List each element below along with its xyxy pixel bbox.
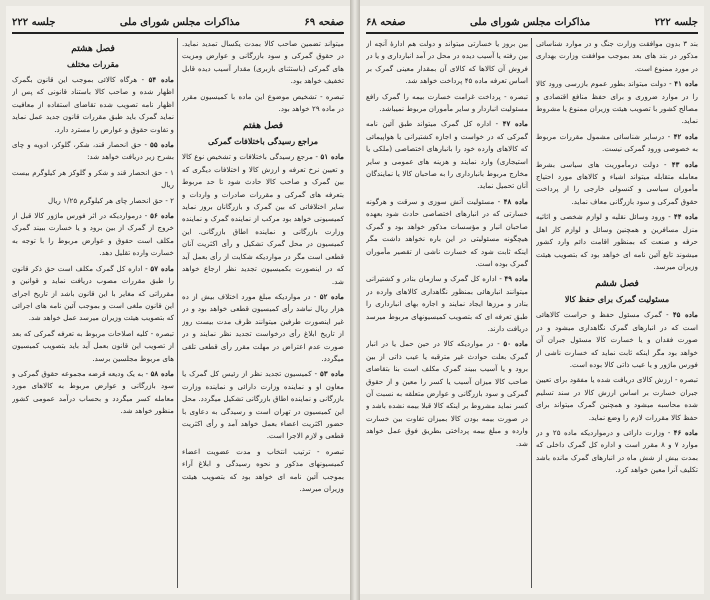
column-divider	[531, 38, 532, 588]
book-gutter	[350, 0, 360, 600]
article-paragraph	[536, 211, 698, 273]
page-right	[360, 6, 704, 594]
article-label: ماده ۴۸	[503, 196, 528, 206]
header-page-number: صفحه ۶۹	[304, 16, 344, 28]
article-paragraph	[12, 139, 174, 164]
paragraph-text: - به یک ودیعه قرضه مجموعه حقوق گمرکی و سود بازرگانی و عوارض مربوط به کالاهای مورد معامله کسر میگردد و بحساب درآمد عمومی کشور منظور خواهد شد.	[12, 368, 174, 416]
paragraph-text: - ورود وسائل نقلیه و لوازم شخصی و اثاثیه منزل مسافرین و همچنین وسائل و لوازم کار اهل حرفه و صنعت که بمنظور اقامت دائم وارد کشور میشوند تابع آئین نامه ای خواهد بود که بتصویب هیئت وزیران میرسد.	[536, 212, 698, 271]
column-left	[366, 38, 528, 588]
paragraph-text: تبصره - پرداخت غرامت خسارت بیمه را گمرک رافع مسئولیت انباردار و سایر مأموران مربوط نمیباشد.	[366, 91, 528, 114]
article-paragraph	[536, 427, 698, 477]
article-label: ماده ۴۳	[671, 159, 698, 169]
chapter-subtitle: مراجع رسیدگی باختلافات گمرکی	[207, 136, 319, 147]
article-paragraph	[366, 273, 528, 335]
paragraph-text: تبصره - ارزش کالای دریافت شده یا مفقود برای تعیین جبران خسارت بر اساس ارزش کالا در سند تسلیم شده محاسبه میشود و همچنین گمرک میتواند برای حفظ کالا مقررات لازم را وضع نماید.	[536, 375, 698, 422]
article-paragraph	[12, 210, 174, 260]
article-paragraph	[536, 159, 698, 209]
article-label: ماده ۴۲	[673, 131, 698, 141]
paragraph-text: - وزارت دارائی و درمواردیکه ماده ۲۵ و در موارد ۷ و ۸ مقرر است و اداره کل گمرک داخلی که بمدت بیش از شش ماه در انبارهای گمرک مانده باشد تکلیف آنرا معین خواهد کرد.	[536, 427, 698, 475]
article-label: ماده ۵۰	[503, 339, 528, 349]
text-paragraph	[536, 374, 698, 424]
text-paragraph	[12, 167, 174, 192]
paragraph-text: تبصره - کلیه اصلاحات مربوط به تعرفه گمرکی که بعد از تصویب این قانون بعمل آید باید بتصویب کمیسیون های مربوط مجلسین برسد.	[12, 328, 174, 363]
article-paragraph	[12, 368, 174, 418]
text-paragraph	[182, 446, 344, 496]
chapter-title: فصل ششم	[595, 279, 639, 290]
header-title: مذاکرات مجلس شورای ملی	[470, 16, 591, 28]
header-session: جلسه ۲۲۲	[12, 16, 56, 28]
page-header-right	[366, 12, 698, 34]
paragraph-text: - کمیسیون تجدید نظر از رئیس کل گمرک یا معاون او و نماینده وزارت دارائی و نماینده وزارت بازرگانی و نماینده اطاق بازرگانی تشکیل میگردد. محل این کمیسیون در تهران است و رسیدگی به دعاوی با حضور اکثریت اعضاء بعمل خواهد آمد و رأی اکثریت قطعی و لازم الاجرا است.	[182, 369, 344, 441]
paragraph-text: - در مواردیکه مبلغ مورد اختلاف بیش از ده هزار ریال نباشد رأی کمیسیون قطعی خواهد بود و در غیر اینصورت طرفین میتوانند ظرف مدت بیست روز از تاریخ ابلاغ رأی درخواست تجدید نظر نمایند و در صورت عدم اعتراض در مهلت مقرر رأی قطعی تلقی میگردد.	[182, 291, 344, 363]
paragraph-text: - مرجع رسیدگی باختلافات و تشخیص نوع کالا و تعیین نرخ تعرفه و ارزش کالا و اختلافات دیگری که بین گمرک و صاحب کالا حادث شود تا حد مربوط بتعرفه های گمرکی و مقررات صادرات و واردات و سایر اختلافاتی که بین گمرک و بازرگانان بروز نماید کمیسیونی خواهد بود مرکب از نماینده گمرک و نماینده وزارت بازرگانی و نماینده اطاق بازرگانی. این کمیسیون در محل گمرک تشکیل و رأی اکثریت آنان قطعی است مگر در مواردیکه شکایت از رأی بعمل آید که در اینصورت بکمیسیون تجدید نظر ارجاع خواهد شد.	[182, 152, 344, 286]
paragraph-text: - اداره کل گمرک میتواند طبق آئین نامه گمرکی که در خواست و اجازه کشتیرانی یا هواپیمائی که کالاهای وارده خود را بانبارهای اختصاصی (ملکی یا استیجاری) وارد نمایند و هزینه های عمومی و سایر مخارج مربوط بانبارداری را به صاحبان کالا یا نمایندگان آنان تحمیل نماید.	[366, 119, 528, 191]
column-divider	[177, 38, 178, 588]
article-label: ماده ۵۶	[150, 211, 174, 221]
article-label: ماده ۴۶	[673, 427, 698, 437]
article-label: ماده ۴۴	[673, 212, 698, 222]
paragraph-text: - گمرک مسئول حفظ و حراست کالاهائی است که در انبارهای گمرک نگاهداری میشود و در صورت فقدان و یا خسارت کالا مسئول جبران آن خواهد بود مگر اینکه ثابت نماید که خسارت ناشی از فورس ماژور و یا عیب ذاتی کالا بوده است.	[536, 310, 698, 369]
article-label: ماده ۴۹	[504, 274, 528, 284]
text-paragraph	[182, 91, 344, 116]
chapter-title: فصل هشتم	[71, 44, 115, 54]
paragraph-text: تبصره - ترتیب انتخاب و مدت عضویت اعضاء کمیسیونهای مذکور و نحوه رسیدگی و ابلاغ آراء بموجب آئین نامه ای خواهد بود که بتصویب هیئت وزیران میرسد.	[182, 446, 344, 493]
column-right	[182, 38, 344, 588]
article-label: ماده ۵۳	[320, 369, 344, 379]
paragraph-text: - درسایر شناسائی مشمول مقررات مربوط به خصوصی ورود گمرکی نیست.	[536, 131, 698, 154]
paragraph-text: - حق انحصار قند، شکر، گلوکز، ادویه و چای بشرح زیر دریافت خواهد شد:	[12, 140, 174, 162]
paragraph-text: - درمواردیکه در اثر فورس ماژور کالا قبل از خروج از گمرک از بین برود و یا خسارت ببیند گمرک مکلف است حقوق و عوارض مربوط را با توجه به خسارت وارده تقلیل دهد.	[12, 211, 174, 258]
article-label: ماده ۴۵	[672, 310, 698, 320]
article-paragraph	[12, 263, 174, 325]
text-paragraph	[12, 195, 174, 207]
text-paragraph	[366, 38, 528, 88]
article-label: ماده ۵۵	[150, 140, 174, 150]
chapter-title: فصل هفتم	[242, 121, 284, 132]
chapter-subtitle: مسئولیت گمرک برای حفظ کالا	[564, 294, 670, 305]
text-paragraph	[12, 328, 174, 365]
text-paragraph	[366, 91, 528, 116]
article-paragraph	[536, 309, 698, 371]
article-paragraph	[182, 291, 344, 365]
article-paragraph	[182, 151, 344, 287]
header-page-number: صفحه ۶۸	[366, 16, 406, 28]
paragraph-text: بند ۳ بدون موافقت وزارت جنگ و در موارد شناسائی مذکور در بند های بعد بموجب موافقت وزارت بهداری در مورد ممنوع است.	[536, 39, 698, 73]
article-paragraph	[366, 118, 528, 192]
page-header-left	[12, 12, 344, 34]
paragraph-text: - دولت درمأموریت های سیاسی بشرط معامله متقابله میتواند اشیاء و کالاهای مورد احتیاج مأموران سیاسی و کنسولی خارجی را از پرداخت حقوق گمرکی و سود بازرگانی معاف نماید.	[536, 159, 698, 206]
column-right	[536, 38, 698, 588]
column-left	[12, 38, 174, 588]
article-label: ماده ۵۱	[320, 152, 344, 162]
page-left	[6, 6, 350, 594]
paragraph-text: ۲ - حق انحصار چای هر کیلوگرم ۱/۲۵ ریال	[48, 195, 174, 205]
article-paragraph	[366, 196, 528, 270]
paragraph-text: - هرگاه کالائی بموجب این قانون بگمرک اظهار شده و صاحب کالا باستناد قانونی که پس از اظهار نامه تصویب شده تقاضای استفاده از معافیت نماید گمرک باید طبق مقررات قانون جدید عمل نماید و تفاوت حقوق و عوارض را مسترد دارد.	[12, 75, 174, 134]
article-label: ماده ۵۷	[150, 263, 174, 273]
article-label: ماده ۴۷	[502, 119, 528, 129]
paragraph-text: - اداره کل گمرک مکلف است حق ذکر قانون را طبق مقررات مصوب دریافت نماید و قوانین و مقرراتی که مغایر با این قانون باشد از تاریخ اجرای این قانون ملغی است و بموجب آئین نامه های اجرائی که بتصویب هیئت وزیران میرسد عمل خواهد شد.	[12, 263, 174, 323]
article-label: ماده ۴۱	[674, 79, 698, 89]
chapter-subtitle: مقررات مختلف	[67, 59, 119, 69]
text-paragraph	[536, 38, 698, 75]
paragraph-text: - اداره کل گمرک و سازمان بنادر و کشتیرانی میتوانند انبارهائی بمنظور نگاهداری کالاهای وارده در بنادر و مرزها ایجاد نمایند و اجاره بهای انبارداری را طبق تعرفه ای که بتصویب کمیسیونهای مربوط میرسد دریافت دارند.	[366, 274, 528, 333]
article-paragraph	[12, 74, 174, 136]
header-session: جلسه ۲۲۲	[654, 16, 698, 28]
paragraph-text: تبصره - تشخیص موضوع این ماده با کمیسیون مقرر در ماده ۲۹ خواهد بود.	[182, 91, 344, 114]
article-paragraph	[536, 131, 698, 156]
paragraph-text: - مسئولیت آتش سوزی و سرقت و هرگونه خسارتی که در انبارهای اختصاصی حادث شود بعهده صاحبان انبار و مؤسسات مذکور خواهد بود و گمرک هیچگونه مسئولیتی در این باره نخواهد داشت مگر اینکه ثابت شود که خسارت ناشی از تقصیر مأموران گمرک بوده است.	[366, 196, 528, 268]
article-label: ماده ۵۴	[148, 75, 174, 84]
paragraph-text: بین بروز یا خسارتی میتواند و دولت هم ادارهٔ آنچه از بین رفته یا آسیب دیده در محل در آمد انبارداری و یا در فروش آن کالاها که کالای آن بمقدار معینی گمرک بر اساس تعرفه ماده ۴۵ پرداخت خواهد شد.	[366, 39, 528, 86]
paragraph-text: - دولت میتواند بطور عموم بازرسی ورود کالا را در موارد ضروری و برای حفظ منافع اقتصادی و مصالح کشور با تصویب هیئت وزیران ممنوع یا مشروط نماید.	[536, 79, 698, 126]
article-label: ماده ۵۲	[319, 291, 344, 301]
paragraph-text: - در مواردیکه کالا در حین حمل یا در انبار گمرک بعلت حوادث غیر مترقبه یا عیب ذاتی از بین برود و یا آسیب ببیند گمرک مکلف است بنا بتقاضای صاحب کالا میزان آسیب یا کسر را معین و از حقوق گمرکی و سود بازرگانی و عوارض متعلقه به نسبت آن کسر نماید مشروط بر اینکه کالا قبلا بیمه نشده باشد و در صورت بیمه بودن کالا بمیزان تفاوت بین خسارت وارده و مبلغ بیمه پرداختی بطریق فوق عمل خواهد شد.	[366, 339, 528, 448]
paragraph-text: میتواند تضمین صاحب کالا بمدت یکسال تمدید نماید. در حقوق گمرکی و سود بازرگانی و عوارض ومزیت های گمرکی (باستثنای بازبری) مقدار آسیب دیده قابل تخفیف خواهد بود.	[182, 39, 344, 86]
article-label: ماده ۵۸	[150, 368, 174, 378]
article-paragraph	[536, 78, 698, 128]
paragraph-text: ۱ - حق انحصار قند و شکر و گلوکز هر کیلوگرم بیست ریال	[12, 167, 174, 190]
text-paragraph	[182, 38, 344, 88]
article-paragraph	[366, 338, 528, 450]
article-paragraph	[182, 368, 344, 442]
header-title: مذاکرات مجلس شورای ملی	[119, 16, 240, 28]
